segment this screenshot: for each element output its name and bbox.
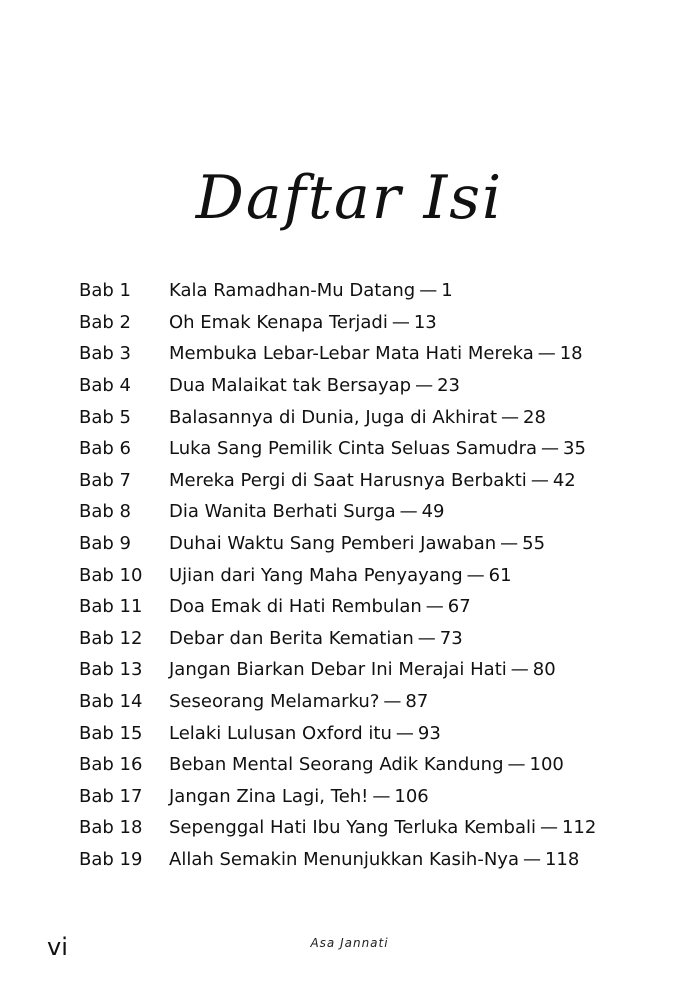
chapter-title: Lelaki Lulusan Oxford itu: [169, 722, 392, 744]
chapter-number: Bab 6: [79, 438, 131, 460]
toc-entry: [79, 623, 659, 655]
em-dash-separator: —: [530, 469, 549, 491]
chapter-page: 87: [405, 691, 429, 713]
chapter-page: 61: [488, 564, 512, 586]
em-dash-separator: —: [399, 501, 418, 523]
chapter-title: Dia Wanita Berhati Surga: [169, 501, 396, 523]
em-dash-separator: —: [501, 406, 520, 428]
em-dash-separator: —: [425, 596, 444, 618]
chapter-page: 49: [421, 501, 445, 523]
toc-entry: [79, 559, 659, 591]
em-dash-separator: —: [419, 280, 438, 302]
chapter-number: Bab 11: [79, 596, 143, 618]
chapter-page: 73: [439, 627, 463, 649]
em-dash-separator: —: [372, 785, 391, 807]
toc-entry: [79, 338, 659, 370]
em-dash-separator: —: [507, 754, 526, 776]
chapter-number: Bab 15: [79, 722, 143, 744]
chapter-page: 106: [394, 785, 429, 807]
chapter-page: 18: [559, 343, 583, 365]
table-of-contents: [79, 275, 659, 875]
toc-entry: [79, 812, 659, 844]
chapter-page: 28: [523, 406, 546, 428]
chapter-number: Bab 5: [79, 406, 131, 428]
chapter-number: Bab 7: [79, 469, 131, 491]
toc-entry: [79, 717, 659, 749]
chapter-page: 42: [552, 469, 576, 491]
em-dash-separator: —: [541, 438, 560, 460]
em-dash-separator: —: [395, 722, 414, 744]
chapter-page: 112: [561, 817, 597, 839]
em-dash-separator: —: [415, 375, 434, 397]
em-dash-separator: —: [510, 659, 529, 681]
chapter-number: Bab 2: [79, 311, 131, 333]
chapter-page: 80: [532, 659, 556, 681]
chapter-number: Bab 10: [79, 564, 143, 586]
chapter-page: 35: [563, 438, 586, 460]
chapter-title: Doa Emak di Hati Rembulan: [169, 596, 422, 618]
toc-entry: [79, 528, 659, 560]
chapter-title: Oh Emak Kenapa Terjadi: [169, 311, 388, 333]
chapter-number: Bab 19: [79, 848, 143, 870]
chapter-page: 100: [529, 754, 564, 776]
chapter-title: Dua Malaikat tak Bersayap: [169, 375, 412, 397]
chapter-title: Mereka Pergi di Saat Harusnya Berbakti: [169, 469, 527, 491]
toc-entry: [79, 433, 659, 465]
toc-entry: [79, 370, 659, 402]
toc-entry: [79, 465, 659, 497]
toc-entry: [79, 275, 659, 307]
running-footer-author: Asa Jannati: [310, 936, 389, 950]
chapter-title: Kala Ramadhan-Mu Datang: [169, 280, 416, 302]
chapter-title: Jangan Zina Lagi, Teh!: [169, 785, 369, 807]
chapter-number: Bab 16: [79, 754, 143, 776]
em-dash-separator: —: [417, 627, 436, 649]
em-dash-separator: —: [383, 691, 402, 713]
chapter-page: 55: [522, 533, 546, 555]
chapter-title: Beban Mental Seorang Adik Kandung: [169, 754, 504, 776]
chapter-page: 1: [441, 280, 453, 302]
chapter-page: 93: [417, 722, 441, 744]
chapter-title: Debar dan Berita Kematian: [169, 627, 414, 649]
em-dash-separator: —: [539, 817, 558, 839]
em-dash-separator: —: [537, 343, 556, 365]
chapter-number: Bab 4: [79, 375, 131, 397]
chapter-number: Bab 13: [79, 659, 143, 681]
toc-entry: [79, 496, 659, 528]
chapter-page: 23: [437, 375, 461, 397]
toc-entry: [79, 749, 659, 781]
toc-entry: [79, 307, 659, 339]
page-number: vi: [47, 933, 68, 961]
chapter-number: Bab 14: [79, 691, 143, 713]
chapter-title: Membuka Lebar-Lebar Mata Hati Mereka: [169, 343, 534, 365]
toc-entry: [79, 686, 659, 718]
chapter-title: Allah Semakin Menunjukkan Kasih-Nya: [169, 848, 519, 870]
chapter-title: Duhai Waktu Sang Pemberi Jawaban: [169, 533, 497, 555]
chapter-title: Luka Sang Pemilik Cinta Seluas Samudra: [169, 438, 538, 460]
chapter-title: Ujian dari Yang Maha Penyayang: [169, 564, 463, 586]
chapter-page: 13: [413, 311, 437, 333]
em-dash-separator: —: [500, 533, 519, 555]
chapter-title: Sepenggal Hati Ibu Yang Terluka Kembali: [169, 817, 536, 839]
toc-entry: [79, 781, 659, 813]
em-dash-separator: —: [391, 311, 410, 333]
chapter-title: Seseorang Melamarku?: [169, 691, 380, 713]
em-dash-separator: —: [522, 848, 541, 870]
chapter-number: Bab 17: [79, 785, 143, 807]
toc-entry: [79, 654, 659, 686]
chapter-page: 67: [447, 596, 471, 618]
chapter-number: Bab 3: [79, 343, 131, 365]
chapter-number: Bab 8: [79, 501, 131, 523]
chapter-page: 118: [544, 848, 580, 870]
page-title: Daftar Isi: [195, 163, 504, 233]
chapter-title: Jangan Biarkan Debar Ini Merajai Hati: [169, 659, 507, 681]
toc-entry: [79, 591, 659, 623]
chapter-title: Balasannya di Dunia, Juga di Akhirat: [169, 406, 498, 428]
em-dash-separator: —: [466, 564, 485, 586]
toc-entry: [79, 401, 659, 433]
chapter-number: Bab 9: [79, 533, 131, 555]
chapter-number: Bab 1: [79, 280, 131, 302]
chapter-number: Bab 12: [79, 627, 143, 649]
toc-entry: [79, 844, 659, 876]
chapter-number: Bab 18: [79, 817, 143, 839]
